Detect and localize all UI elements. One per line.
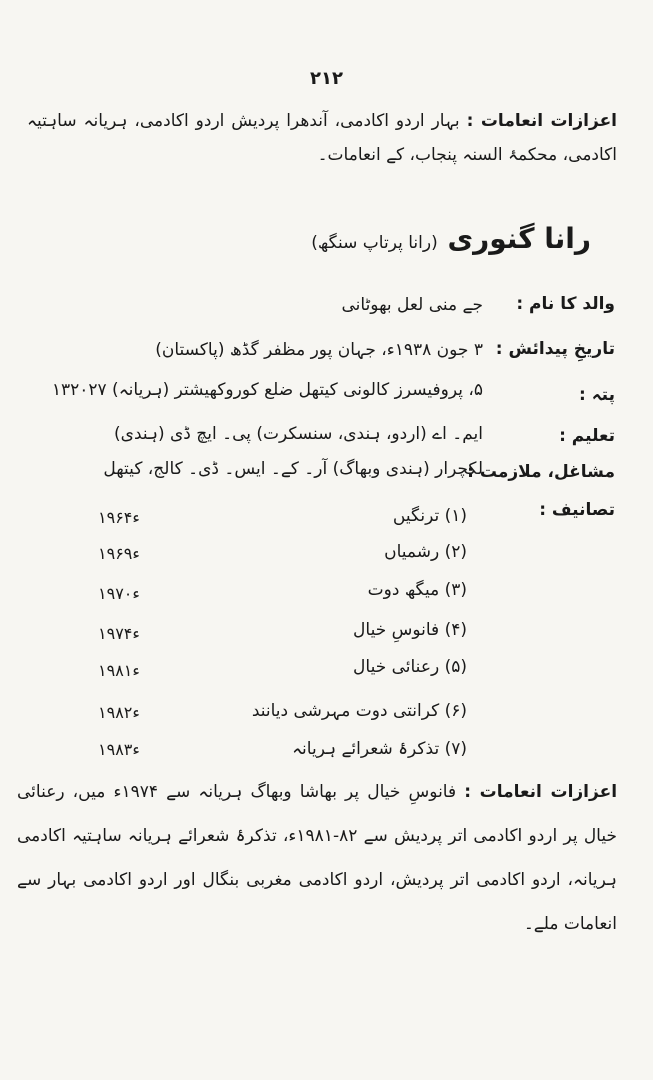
- book-title: (۱) ترنگیں: [392, 506, 467, 526]
- works-label: تصانیف :: [539, 500, 615, 520]
- poet-real-name: (رانا پرتاپ سنگھ): [311, 233, 438, 253]
- father-name-label: والد کا نام :: [516, 294, 615, 314]
- book-year: ۱۹۸۲ء: [98, 703, 140, 722]
- occupation-label: مشاغل، ملازمت :: [467, 462, 615, 482]
- book-title: (۵) رعنائی خیال: [353, 657, 467, 677]
- poet-heading: [311, 222, 591, 255]
- previous-awards-paragraph: [27, 104, 617, 172]
- education-value: ایم۔ اے (اردو، ہندی، سنسکرت) پی۔ ایچ ڈی (ہندی): [114, 424, 483, 444]
- book-year: ۱۹۶۹ء: [98, 544, 140, 563]
- address-value: ۵، پروفیسرز کالونی کیتھل ضلع کوروکھیشتر (ہریانہ) ۱۳۲۰۲۷: [51, 380, 483, 400]
- book-year: ۱۹۶۴ء: [98, 508, 140, 527]
- father-name-value: جے منی لعل بھوٹانی: [341, 295, 483, 315]
- education-label: تعلیم :: [559, 426, 615, 446]
- book-title: (۴) فانوسِ خیال: [353, 620, 467, 640]
- page-number: ۲۱۲: [310, 68, 343, 89]
- awards-text: فانوسِ خیال پر بھاشا وبھاگ ہریانہ سے ۱۹۷۴ء میں، رعنائی خیال پر اردو اکادمی اتر پردیش سے ۸۲-۱۹۸۱ء، تذکرۂ شعرائے ہریانہ ساہتیہ اکادمی ہریانہ، اردو اکادمی اتر پردیش، اردو اکادمی مغربی بنگال اور اردو اکادمی بہار سے انعامات ملے۔: [17, 782, 617, 934]
- awards-paragraph: [17, 770, 617, 946]
- birth-date-label: تاریخِ پیدائش :: [495, 339, 615, 359]
- occupation-value: لکچرار (ہندی وبھاگ) آر۔ کے۔ ایس۔ ڈی۔ کالج، کیتھل: [103, 459, 483, 479]
- address-label: پتہ :: [578, 385, 615, 405]
- book-title: (۲) رشمیاں: [384, 542, 467, 562]
- awards-label: اعزازات انعامات :: [464, 782, 618, 802]
- previous-awards-label: اعزازات انعامات :: [466, 111, 618, 131]
- book-title: (۶) کرانتی دوت مہرشی دیانند: [251, 701, 467, 721]
- book-title: (۳) میگھ دوت: [367, 580, 467, 600]
- book-title: (۷) تذکرۂ شعرائے ہریانہ: [292, 739, 467, 759]
- previous-awards-text: بہار اردو اکادمی، آندھرا پردیش اردو اکادمی، ہریانہ ساہتیہ اکادمی، محکمۂ السنہ پنجاب، کے انعامات۔: [27, 111, 617, 165]
- book-year: ۱۹۸۳ء: [98, 740, 140, 759]
- book-year: ۱۹۸۱ء: [98, 661, 140, 680]
- birth-date-value: ۳ جون ۱۹۳۸ء، جہان پور مظفر گڈھ (پاکستان): [155, 340, 483, 360]
- book-year: ۱۹۷۴ء: [98, 624, 140, 643]
- book-year: ۱۹۷۰ء: [98, 584, 140, 603]
- poet-name: رانا گنوری: [447, 222, 591, 255]
